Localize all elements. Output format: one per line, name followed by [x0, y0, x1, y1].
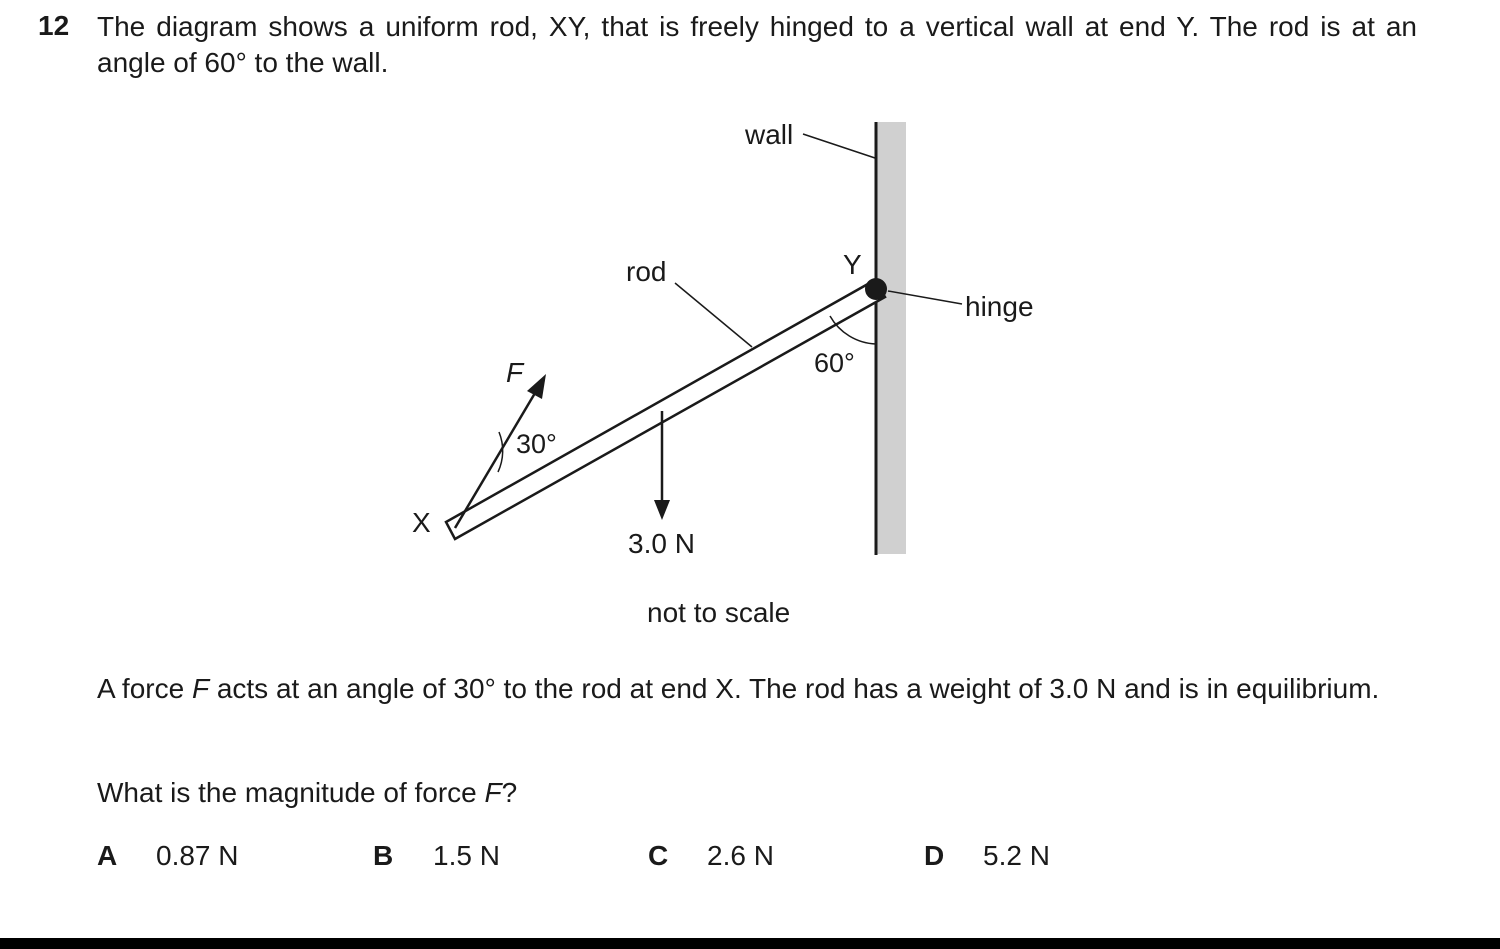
label-rod: rod	[626, 256, 667, 287]
detail-text-1: A force	[97, 673, 192, 704]
prompt-text-1: What is the magnitude of force	[97, 777, 485, 808]
option-b-letter: B	[373, 840, 394, 871]
option-a[interactable]	[97, 840, 239, 872]
option-c[interactable]	[648, 840, 774, 872]
rod-leader	[675, 283, 752, 347]
option-c-letter: C	[648, 840, 669, 871]
label-hinge: hinge	[965, 291, 1034, 322]
label-f: F	[506, 357, 524, 388]
label-not-to-scale: not to scale	[647, 597, 791, 628]
label-x: X	[412, 507, 431, 538]
weight-arrowhead	[654, 500, 670, 520]
label-y: Y	[843, 249, 862, 280]
detail-force-symbol: F	[191, 673, 210, 704]
force-f-arrowhead	[527, 374, 546, 399]
option-a-letter: A	[97, 840, 118, 871]
option-b-value: 1.5 N	[433, 840, 500, 871]
option-d-letter: D	[924, 840, 945, 871]
wall-shading	[876, 122, 906, 554]
prompt-force-symbol: F	[484, 777, 502, 808]
label-weight: 3.0 N	[628, 528, 695, 559]
question-prompt	[97, 775, 1417, 811]
option-b[interactable]	[373, 840, 500, 872]
label-wall: wall	[745, 119, 794, 150]
wall-leader	[803, 134, 875, 158]
label-angle-30: 30°	[516, 429, 557, 459]
question-number: 12	[38, 10, 70, 41]
prompt-text-2: ?	[501, 777, 518, 808]
label-angle-60: 60°	[814, 348, 855, 378]
option-c-value: 2.6 N	[707, 840, 774, 871]
rod-diagram	[0, 100, 1500, 640]
option-d[interactable]	[924, 840, 1050, 872]
page-bottom-rule	[0, 938, 1500, 949]
detail-text-2: acts at an angle of 30° to the rod at end X. The rod has a weight of 3.0 N and is in equilibrium.	[209, 673, 1380, 704]
option-d-value: 5.2 N	[983, 840, 1050, 871]
question-detail	[97, 671, 1417, 707]
option-a-value: 0.87 N	[156, 840, 239, 871]
hinge-pin	[865, 278, 887, 300]
question-intro: The diagram shows a uniform rod, XY, that is freely hinged to a vertical wall at end Y. The rod is at an angle of 60° to the wall.	[97, 11, 1417, 78]
